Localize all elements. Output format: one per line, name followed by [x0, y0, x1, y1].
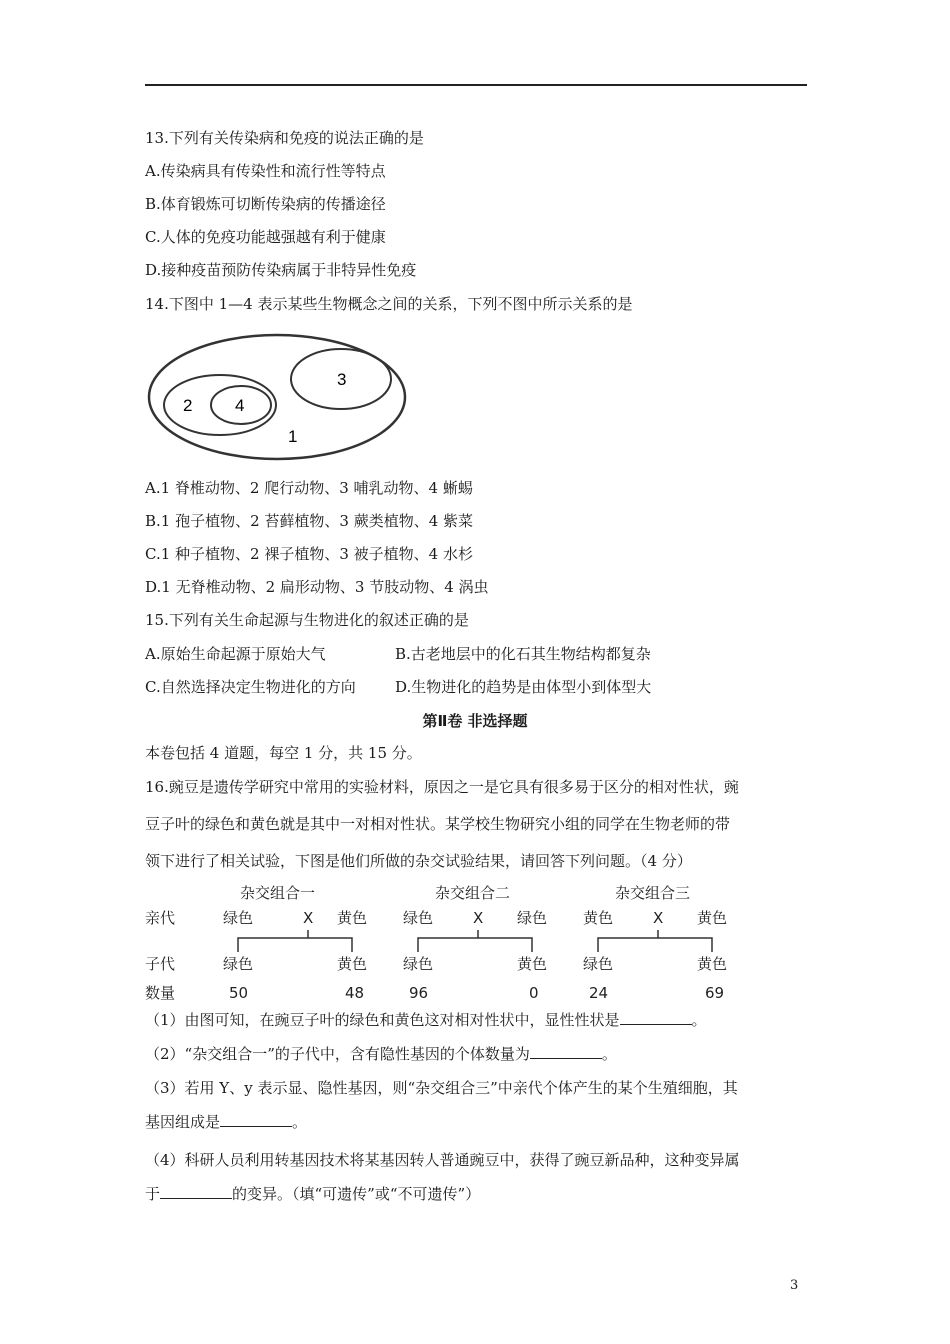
q15-stem: 15.下列有关生命起源与生物进化的叙述正确的是 [145, 611, 469, 629]
group1-cross-connector [238, 930, 352, 952]
group1-count-1: 50 [229, 984, 249, 1002]
group3-offspring-1: 绿色 [583, 955, 614, 973]
group1-parent-2: 黄色 [337, 909, 368, 927]
q16-sub-4-line-1: （4）科研人员利用转基因技术将某基因转人普通豌豆中，获得了豌豆新品种，这种变异属 [145, 1151, 740, 1169]
q15-option-a: A.原始生命起源于原始大气 [145, 645, 326, 663]
q16-sub-3-line-2 [145, 1112, 307, 1132]
q16-sub-1-text: （1）由图可知，在豌豆子叶的绿色和黄色这对相对性状中，显性性状是 [145, 1011, 620, 1029]
q16-answer-blank-3[interactable] [220, 1112, 292, 1127]
q14-option-c: C.1 种子植物、2 裸子植物、3 被子植物、4 水杉 [145, 545, 473, 563]
q16-sub-1 [145, 1010, 707, 1030]
row-label-offspring: 子代 [145, 955, 176, 973]
group3-cross-symbol: X [653, 909, 664, 927]
group1-cross-symbol: X [303, 909, 314, 927]
group3-count-1: 24 [589, 984, 609, 1002]
q15-option-d: D.生物进化的趋势是由体型小到体型大 [395, 678, 652, 696]
q14-option-a: A.1 脊椎动物、2 爬行动物、3 哺乳动物、4 蜥蜴 [145, 479, 473, 497]
q16-sub-1-end: 。 [691, 1011, 707, 1029]
venn-circle-2 [164, 375, 276, 435]
q16-sub-2 [145, 1044, 617, 1064]
row-label-count: 数量 [145, 984, 176, 1002]
group3-count-2: 69 [705, 984, 725, 1002]
group2-cross-connector [418, 930, 532, 952]
group2-title: 杂交组合二 [435, 884, 511, 902]
row-label-parents: 亲代 [145, 909, 176, 927]
page-number: 3 [790, 1278, 799, 1293]
venn-label-1: 1 [288, 427, 298, 446]
q15-option-b: B.古老地层中的化石其生物结构都复杂 [395, 645, 651, 663]
q13-option-a: A.传染病具有传染性和流行性等特点 [145, 162, 386, 180]
q13-option-d: D.接种疫苗预防传染病属于非特异性免疫 [145, 261, 417, 279]
q16-answer-blank-2[interactable] [530, 1044, 602, 1059]
q16-sub-3-end: 。 [292, 1113, 308, 1131]
q16-answer-blank-4[interactable] [160, 1184, 232, 1199]
group3-cross-connector [598, 930, 712, 952]
group3-offspring-2: 黄色 [697, 955, 728, 973]
q13-option-b: B.体育锻炼可切断传染病的传播途径 [145, 195, 386, 213]
section-title: 第Ⅱ卷 非选择题 [422, 712, 528, 730]
q13-stem: 13.下列有关传染病和免疫的说法正确的是 [145, 129, 424, 147]
cross-results-figure [145, 880, 745, 1005]
group1-offspring-2: 黄色 [337, 955, 368, 973]
q16-sub-3-line-1: （3）若用 Y、y 表示显、隐性基因，则“杂交组合三”中亲代个体产生的某个生殖细胞，其 [145, 1079, 738, 1097]
q16-sub-4-line-2 [145, 1184, 480, 1204]
group1-title: 杂交组合一 [240, 884, 316, 902]
q16-sub-3-text: 基因组成是 [145, 1113, 221, 1131]
group2-offspring-1: 绿色 [403, 955, 434, 973]
q16-sub-4-end: 的变异。（填“可遗传”或“不可遗传”） [232, 1185, 481, 1203]
q16-paragraph-line-1: 16.豌豆是遗传学研究中常用的实验材料，原因之一是它具有很多易于区分的相对性状，豌 [145, 778, 739, 796]
group3-parent-1: 黄色 [583, 909, 614, 927]
q14-option-b: B.1 孢子植物、2 苔藓植物、3 蕨类植物、4 紫菜 [145, 512, 474, 530]
q16-paragraph-line-3: 领下进行了相关试验，下图是他们所做的杂交试验结果，请回答下列问题。（4 分） [145, 852, 692, 870]
q16-sub-2-end: 。 [601, 1045, 617, 1063]
q16-sub-4-text: 于 [145, 1185, 161, 1203]
group1-parent-1: 绿色 [223, 909, 254, 927]
venn-label-2: 2 [183, 396, 193, 415]
q16-paragraph-line-2: 豆子叶的绿色和黄色就是其中一对相对性状。某学校生物研究小组的同学在生物老师的带 [145, 815, 731, 833]
section-intro: 本卷包括 4 道题，每空 1 分，共 15 分。 [145, 744, 422, 762]
group2-parent-1: 绿色 [403, 909, 434, 927]
q13-option-c: C.人体的免疫功能越强越有利于健康 [145, 228, 386, 246]
group1-count-2: 48 [345, 984, 365, 1002]
venn-label-3: 3 [337, 370, 347, 389]
group2-parent-2: 绿色 [517, 909, 548, 927]
group2-count-1: 96 [409, 984, 429, 1002]
group2-count-2: 0 [529, 984, 539, 1002]
venn-label-4: 4 [235, 396, 245, 415]
q14-stem: 14.下图中 1—4 表示某些生物概念之间的关系，下列不图中所示关系的是 [145, 295, 633, 313]
q16-answer-blank-1[interactable] [620, 1010, 692, 1025]
q15-option-c: C.自然选择决定生物进化的方向 [145, 678, 356, 696]
group2-cross-symbol: X [473, 909, 484, 927]
group3-parent-2: 黄色 [697, 909, 728, 927]
header-rule [145, 84, 807, 86]
group3-title: 杂交组合三 [615, 884, 691, 902]
q16-sub-2-text: （2）“杂交组合一”的子代中，含有隐性基因的个体数量为 [145, 1045, 530, 1063]
venn-diagram [145, 325, 410, 465]
group1-offspring-1: 绿色 [223, 955, 254, 973]
group2-offspring-2: 黄色 [517, 955, 548, 973]
q14-option-d: D.1 无脊椎动物、2 扁形动物、3 节肢动物、4 涡虫 [145, 578, 489, 596]
